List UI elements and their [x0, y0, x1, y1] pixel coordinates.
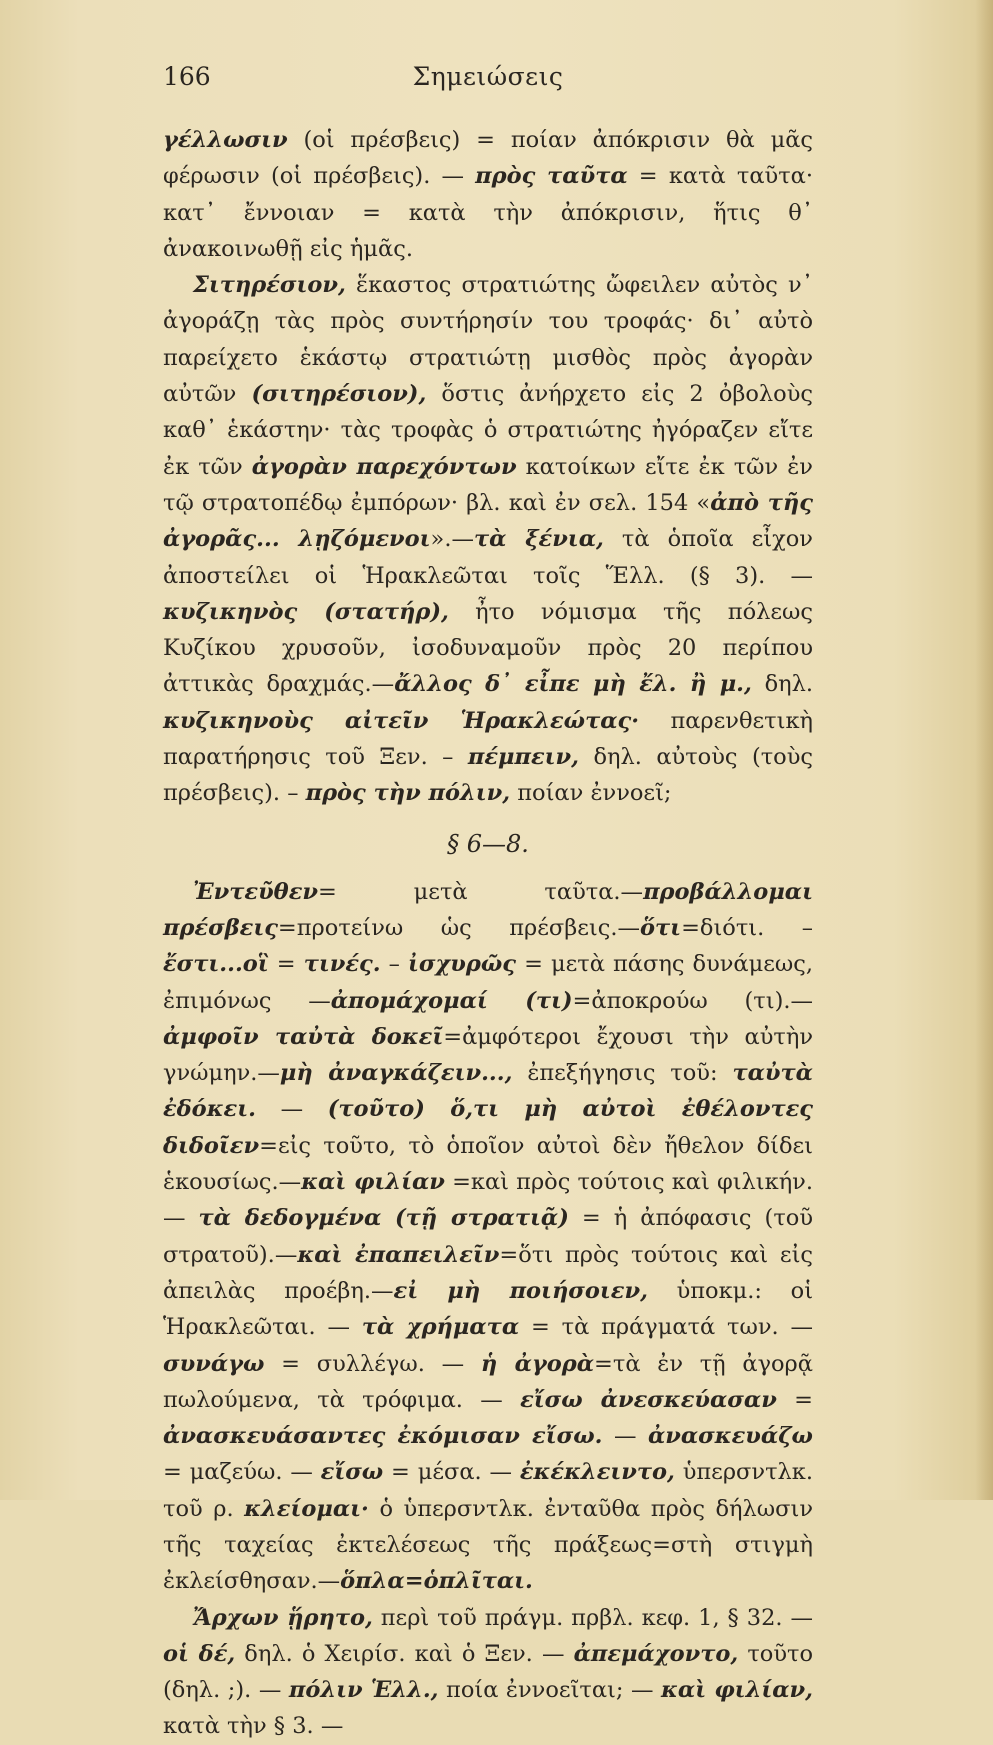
lemma-term: καὶ φιλίαν [301, 1169, 445, 1196]
lemma-term: ἀμφοῖν ταὐτὰ δοκεῖ [163, 1023, 444, 1050]
gloss-text: = [268, 951, 304, 978]
gloss-text: ποίαν ἐννοεῖ; [510, 780, 672, 807]
gloss-text: = συλλέγω. — [264, 1350, 481, 1377]
lemma-term: πόλιν Ἑλλ., [288, 1677, 439, 1704]
gloss-text: ἦτο νόμισμα τῆς πόλεως Κυζίκου χρυσοῦν, ἰσοδυναμοῦν πρὸς 20 περίπου ἀττικὰς δραχμάς.— [163, 598, 813, 698]
gloss-text: παρενθετικὴ παρατήρησις τοῦ Ξεν. – [163, 707, 813, 771]
lemma-term: ὅπλα=ὁπλῖται. [340, 1568, 533, 1595]
lemma-term: καὶ ἐπαπειλεῖν [297, 1241, 500, 1268]
gloss-text: = [776, 1386, 813, 1413]
lemma-term: ἀνασκευάσαντες ἐκόμισαν εἴσω. [163, 1423, 603, 1450]
gloss-text: = μέσα. — [383, 1459, 520, 1486]
lemma-term: (τοῦτο) ὅ,τι μὴ αὐτοὶ ἐθέλοντες διδοῖεν [163, 1096, 813, 1159]
gloss-text: (οἱ πρέσβεις) = ποίαν ἀπόκρισιν θὰ μᾶς φέρωσιν (οἱ πρέσβεις). — [163, 127, 813, 190]
gloss-text: ὑπερσντλκ. τοῦ ρ. [163, 1459, 813, 1522]
body-text [163, 122, 813, 1745]
page-header [163, 62, 813, 102]
gloss-text: = τὰ πράγματά των. — [519, 1314, 813, 1341]
gloss-text: — [255, 1096, 328, 1123]
gloss-text: δηλ. ὁ Χειρίσ. καὶ ὁ Ξεν. — [235, 1640, 574, 1667]
lemma-term: πρὸς ταῦτα [475, 163, 628, 190]
gloss-text: =καὶ πρὸς τούτοις καὶ φιλικήν. — [163, 1169, 813, 1232]
running-title: Σημειώσεις [412, 62, 564, 91]
gloss-text: ποία ἐννοεῖται; — [438, 1677, 662, 1704]
lemma-term: καὶ φιλίαν, [661, 1677, 813, 1704]
lemma-term: οἱ δέ, [163, 1640, 236, 1667]
lemma-term: κλείομαι· [244, 1495, 369, 1522]
lemma-term: πρὸς τὴν πόλιν, [305, 780, 511, 807]
lemma-term: τὰ χρήματα [361, 1314, 520, 1341]
lemma-term: Ἐντεῦθεν [193, 878, 318, 905]
gloss-text: ».— [430, 526, 474, 553]
lemma-term: ἔστι...οἳ [163, 951, 269, 978]
lemma-term: ἀπεμάχοντο, [573, 1640, 739, 1667]
lemma-term: κυζικηνὸς (στατήρ), [163, 598, 449, 625]
paragraph-3 [163, 874, 813, 1600]
paragraph-1 [163, 122, 813, 267]
gloss-text: =εἰς τοῦτο, τὸ ὁποῖον αὐτοὶ δὲν ἤθελον δίδει ἑκουσίως.— [163, 1132, 813, 1196]
lemma-term: συνάγω [163, 1350, 265, 1377]
gloss-text: ἐπεξήγησις τοῦ: [512, 1060, 733, 1087]
lemma-term: προβάλλομαι πρέσβεις [163, 878, 813, 941]
lemma-term: ὅτι [640, 914, 682, 941]
section-heading: § 6—8. [447, 829, 529, 858]
gloss-text: δηλ. [751, 671, 814, 698]
gloss-text: =τὰ ἐν τῇ ἀγορᾷ πωλούμενα, τὰ τρόφιμα. — [163, 1350, 813, 1413]
lemma-term: ἰσχυρῶς [408, 951, 516, 978]
gloss-text: = μετὰ πάσης δυνάμεως, ἐπιμόνως — [163, 951, 813, 1014]
gloss-text: =ἀποκρούω (τι).— [572, 987, 813, 1014]
gloss-text: ὁ ὑπερσντλκ. ἐνταῦθα πρὸς δήλωσιν τῆς ταχείας ἐκτελέσεως τῆς πράξεως=στὴ στιγμὴ ἐκλείσθησαν.— [163, 1495, 813, 1595]
gloss-text: =προτείνω ὡς πρέσβεις.— [277, 914, 641, 941]
page-edge-shadow [975, 0, 993, 1500]
lemma-term: ταὐτὰ ἐδόκει. [163, 1060, 813, 1123]
lemma-term: Σιτηρέσιον, [193, 272, 346, 299]
lemma-term: Ἄρχων ᾕρητο, [193, 1604, 373, 1631]
gloss-text: =ὅτι πρὸς τούτοις καὶ εἰς ἀπειλὰς προέβη.— [163, 1241, 813, 1304]
lemma-term: ἄλλος δ᾽ εἶπε μὴ ἔλ. ἢ μ., [394, 671, 752, 698]
gloss-text: δηλ. αὐτοὺς (τοὺς πρέσβεις). – [163, 744, 814, 807]
gloss-text: τοῦτο (δηλ. ;). — [163, 1640, 813, 1704]
gloss-text: = μαζεύω. — [163, 1459, 321, 1486]
gloss-text: — [602, 1423, 648, 1450]
lemma-term: ἀνασκευάζω [647, 1423, 813, 1450]
lemma-term: ἐκέκλειντο, [519, 1459, 675, 1486]
gloss-text: κατοίκων εἴτε ἐκ τῶν ἐν τῷ στρατοπέδῳ ἐμπόρων· βλ. καὶ ἐν σελ. 154 « [163, 453, 813, 516]
lemma-term: κυζικηνοὺς αἰτεῖν Ἡρακλεώτας· [163, 707, 640, 734]
gloss-text: ὑποκμ.: οἱ Ἡρακλεῶται. — [163, 1277, 814, 1341]
lemma-term: ἡ ἀγορὰ [480, 1350, 595, 1377]
lemma-term: μὴ ἀναγκάζειν..., [279, 1060, 513, 1087]
gloss-text: ὅστις ἀνήρχετο εἰς 2 ὀβολοὺς καθ᾽ ἑκάστην· τὰς τροφὰς ὁ στρατιώτης ἠγόραζεν εἴτε ἐκ τῶν [163, 381, 814, 480]
lemma-term: (σιτηρέσιον), [251, 381, 427, 408]
gloss-text: – [380, 951, 409, 978]
lemma-term: εἴσω [320, 1459, 384, 1486]
gloss-text: =ἀμφότεροι ἔχουσι τὴν αὐτὴν γνώμην.— [163, 1023, 813, 1087]
lemma-term: τινές. [303, 951, 381, 978]
lemma-term: ἀπὸ τῆς ἀγορᾶς... λῃζόμενοι [163, 489, 813, 553]
gloss-text: = μετὰ ταῦτα.— [317, 878, 644, 905]
lemma-term: τὰ ξένια, [473, 526, 604, 553]
lemma-term: εἰ μὴ ποιήσοιεν, [393, 1277, 648, 1304]
gloss-text: ἕκαστος στρατιώτης ὤφειλεν αὐτὸς ν᾽ ἀγοράζῃ τὰς πρὸς συντήρησίν του τροφάς· δι᾽ αὐτὸ παρείχετο ἑκάστῳ στρατιώτῃ μισθὸς πρὸς ἀγορὰν αὐτῶν [163, 272, 813, 408]
gloss-text: = κατὰ ταῦτα· κατ᾽ ἔννοιαν = κατὰ τὴν ἀπόκρισιν, ἥτις θ᾽ ἀνακοινωθῇ εἰς ἡμᾶς. [163, 163, 813, 262]
lemma-term: τὰ δεδογμένα (τῇ στρατιᾷ) [198, 1205, 569, 1232]
lemma-term: εἴσω ἀνεσκεύασαν [520, 1386, 777, 1413]
gloss-text: κατὰ τὴν § 3. — [163, 1713, 344, 1740]
paragraph-2 [163, 267, 813, 811]
page-number: 166 [163, 62, 211, 91]
gloss-text: τὰ ὁποῖα εἶχον ἀποστείλει οἱ Ἡρακλεῶται τοῖς Ἕλλ. (§ 3). — [163, 526, 813, 589]
gloss-text: =διότι. – [681, 914, 814, 941]
paragraph-4 [163, 1600, 813, 1745]
lemma-term: γέλλωσιν [163, 127, 288, 153]
gloss-text: = ἡ ἀπόφασις (τοῦ στρατοῦ).— [163, 1205, 814, 1268]
lemma-term: ἀπομάχομαί (τι) [330, 987, 573, 1014]
gloss-text: περὶ τοῦ πράγμ. πρβλ. κεφ. 1, § 32. — [372, 1604, 813, 1631]
lemma-term: ἀγορὰν παρεχόντων [251, 453, 517, 480]
lemma-term: πέμπειν, [467, 744, 579, 771]
